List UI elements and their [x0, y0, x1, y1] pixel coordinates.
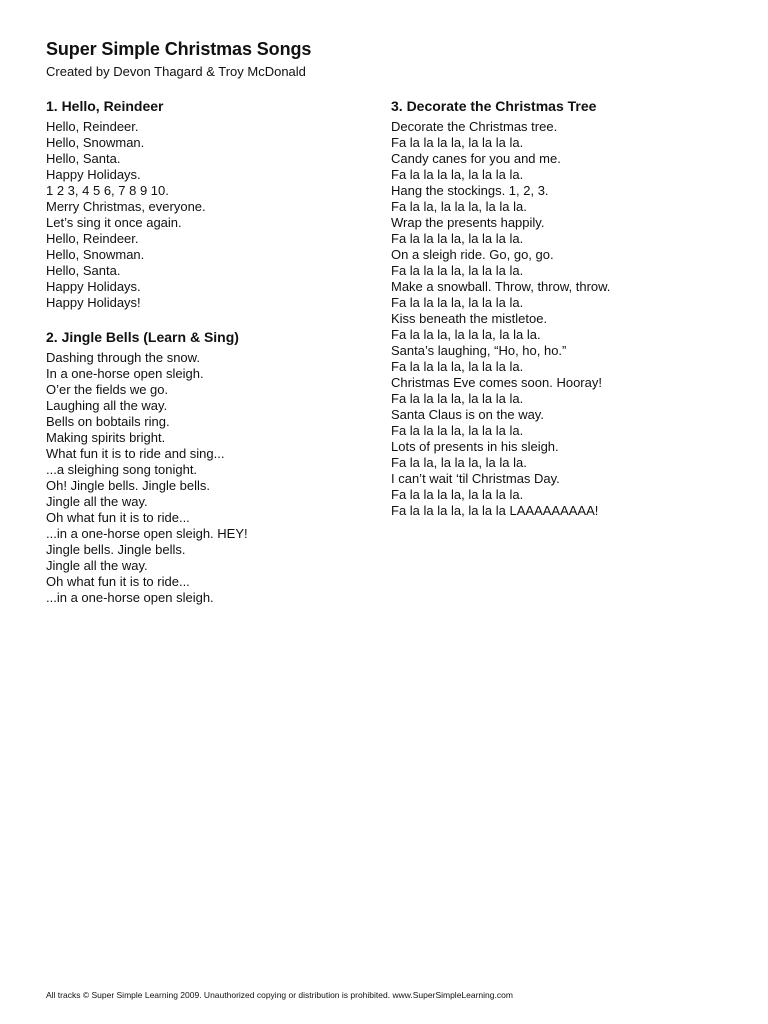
lyric-line: Fa la la la, la la la, la la la. — [391, 327, 541, 342]
lyric-line: On a sleigh ride. Go, go, go. — [391, 247, 554, 262]
lyric-line: Fa la la la la, la la la la. — [391, 231, 524, 246]
lyric-line: Fa la la la la, la la la LAAAAAAAAA! — [391, 503, 599, 518]
lyric-line: Fa la la la la, la la la la. — [391, 487, 524, 502]
lyric-line: Hang the stockings. 1, 2, 3. — [391, 183, 549, 198]
lyric-line: Hello, Snowman. — [46, 135, 145, 150]
lyric-line: Jingle bells. Jingle bells. — [46, 542, 186, 557]
lyric-line: Wrap the presents happily. — [391, 215, 545, 230]
lyric-line: Dashing through the snow. — [46, 350, 200, 365]
song-jingle-bells — [46, 328, 386, 606]
lyric-line: Merry Christmas, everyone. — [46, 199, 206, 214]
lyric-line: Fa la la la la, la la la la. — [391, 391, 524, 406]
lyric-line: Oh! Jingle bells. Jingle bells. — [46, 478, 211, 493]
lyric-line: ...in a one-horse open sleigh. — [46, 590, 214, 605]
lyric-line: Santa Claus is on the way. — [391, 407, 544, 422]
lyric-line: Lots of presents in his sleigh. — [391, 439, 559, 454]
lyric-line: Fa la la la la, la la la la. — [391, 295, 524, 310]
lyric-line: In a one-horse open sleigh. — [46, 366, 204, 381]
lyric-line: Fa la la la la, la la la la. — [391, 359, 524, 374]
page-subtitle: Created by Devon Thagard & Troy McDonald — [46, 64, 306, 79]
song-hello-reindeer — [46, 97, 386, 311]
lyric-line: Kiss beneath the mistletoe. — [391, 311, 548, 326]
song-title: 3. Decorate the Christmas Tree — [391, 98, 597, 114]
lyric-line: Candy canes for you and me. — [391, 151, 561, 166]
lyric-line: Fa la la, la la la, la la la. — [391, 455, 527, 470]
lyric-line: Fa la la, la la la, la la la. — [391, 199, 527, 214]
lyric-line: Laughing all the way. — [46, 398, 168, 413]
lyric-line: Fa la la la la, la la la la. — [391, 167, 524, 182]
lyrics-list — [46, 350, 386, 606]
lyric-line: What fun it is to ride and sing... — [46, 446, 225, 461]
lyric-line: Happy Holidays! — [46, 295, 141, 310]
lyrics-list — [46, 119, 386, 311]
lyric-line: Christmas Eve comes soon. Hooray! — [391, 375, 602, 390]
lyric-line: Hello, Santa. — [46, 263, 121, 278]
lyric-line: ...in a one-horse open sleigh. HEY! — [46, 526, 248, 541]
lyrics-list — [391, 119, 731, 519]
lyric-line: Hello, Snowman. — [46, 247, 145, 262]
lyric-line: Hello, Santa. — [46, 151, 121, 166]
lyric-line: Decorate the Christmas tree. — [391, 119, 558, 134]
page-title: Super Simple Christmas Songs — [46, 39, 312, 59]
lyric-line: Happy Holidays. — [46, 167, 141, 182]
lyric-line: Bells on bobtails ring. — [46, 414, 170, 429]
copyright-footer: All tracks © Super Simple Learning 2009. Unauthorized copying or distribution is prohibited. www.SuperSimpleLearning.com — [46, 990, 513, 1000]
lyric-line: Fa la la la la, la la la la. — [391, 135, 524, 150]
lyric-line: Oh what fun it is to ride... — [46, 510, 190, 525]
lyric-line: Hello, Reindeer. — [46, 231, 139, 246]
lyric-line: I can’t wait ‘til Christmas Day. — [391, 471, 560, 486]
lyric-line: ...a sleighing song tonight. — [46, 462, 198, 477]
lyric-line: Fa la la la la, la la la la. — [391, 423, 524, 438]
lyric-line: 1 2 3, 4 5 6, 7 8 9 10. — [46, 183, 169, 198]
lyric-line: O’er the fields we go. — [46, 382, 169, 397]
lyric-line: Make a snowball. Throw, throw, throw. — [391, 279, 611, 294]
lyric-line: Santa’s laughing, “Ho, ho, ho.” — [391, 343, 567, 358]
song-decorate-the-christmas-tree — [391, 97, 731, 519]
song-title: 1. Hello, Reindeer — [46, 98, 164, 114]
lyric-line: Jingle all the way. — [46, 558, 148, 573]
lyric-line: Hello, Reindeer. — [46, 119, 139, 134]
song-title: 2. Jingle Bells (Learn & Sing) — [46, 329, 239, 345]
lyric-line: Jingle all the way. — [46, 494, 148, 509]
lyric-line: Making spirits bright. — [46, 430, 166, 445]
lyric-line: Happy Holidays. — [46, 279, 141, 294]
lyric-line: Fa la la la la, la la la la. — [391, 263, 524, 278]
lyric-line: Let’s sing it once again. — [46, 215, 182, 230]
lyric-line: Oh what fun it is to ride... — [46, 574, 190, 589]
